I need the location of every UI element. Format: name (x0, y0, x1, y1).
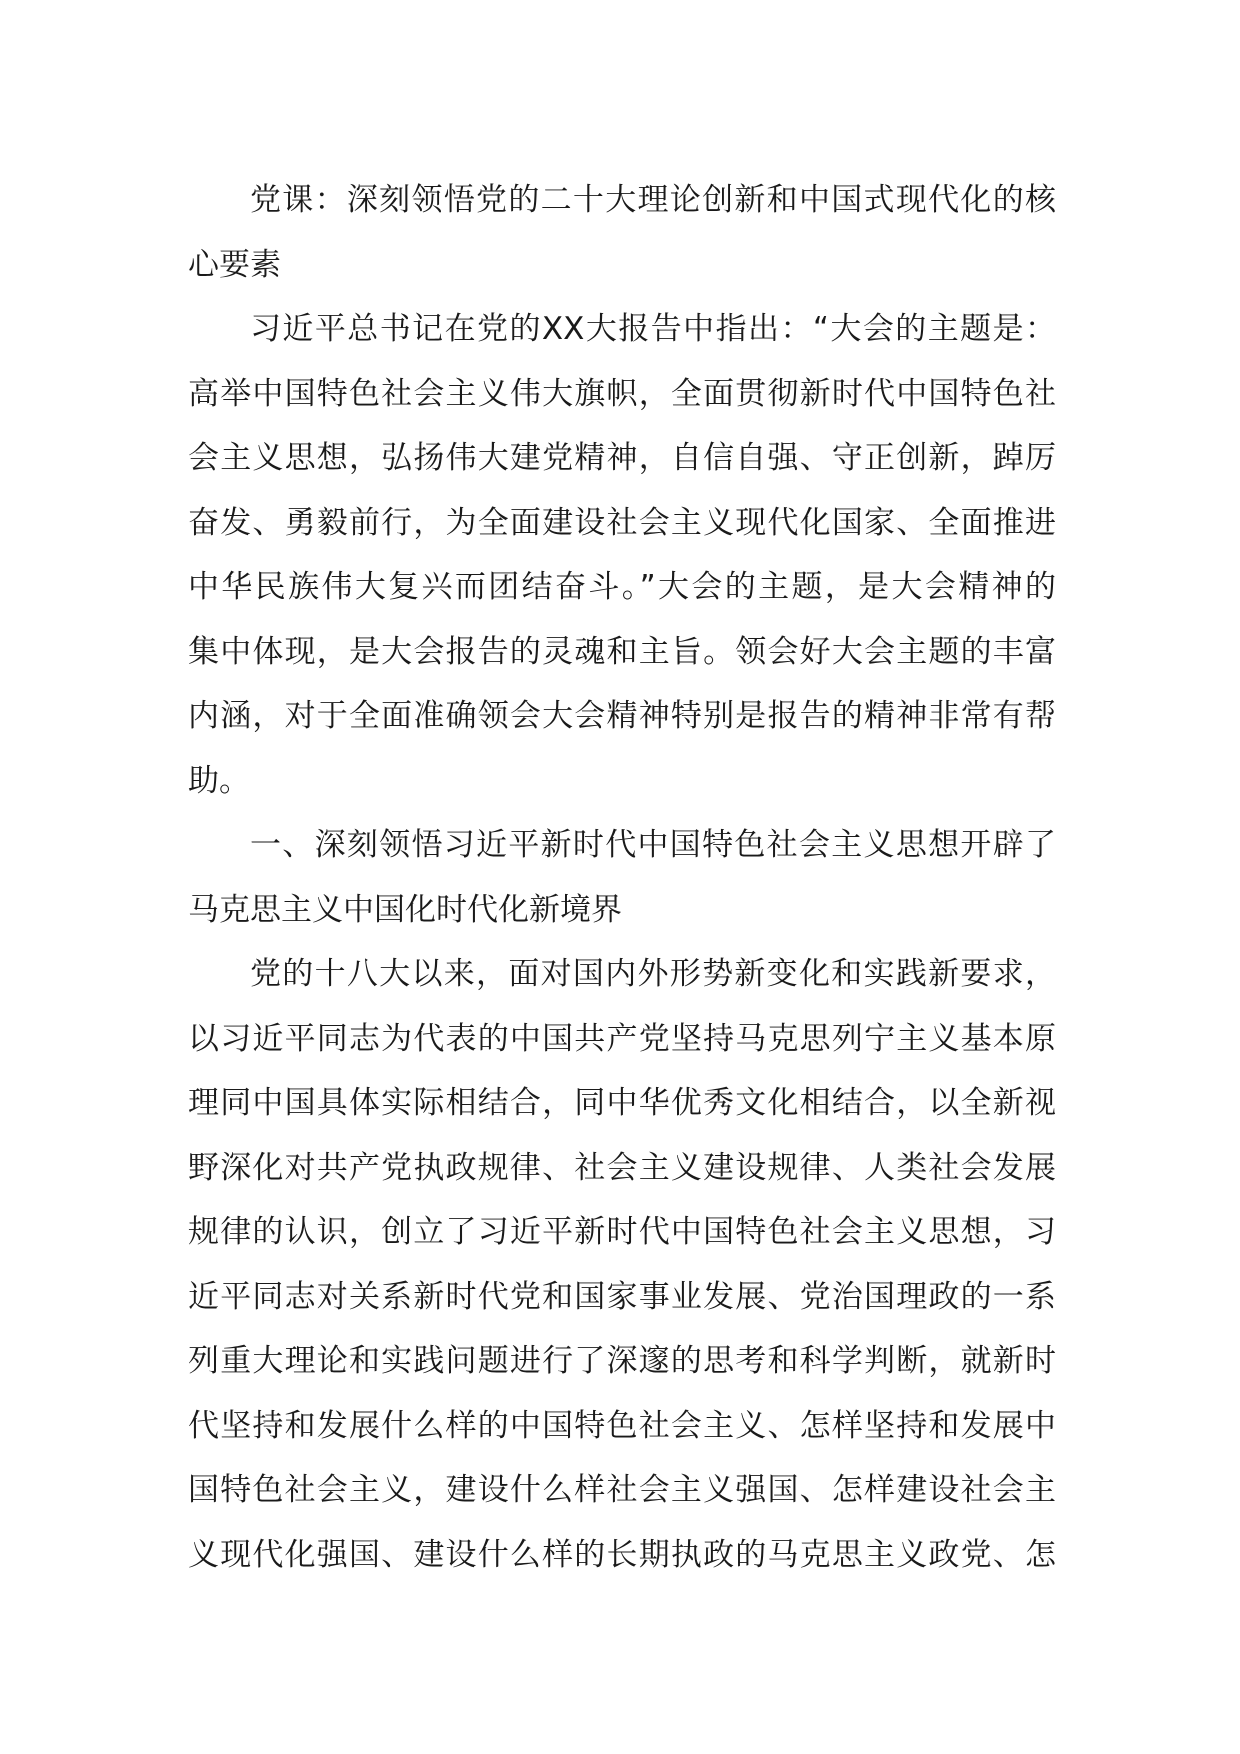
paragraph-line: 助。 (188, 762, 250, 799)
paragraph-section-one (188, 942, 1056, 1587)
paragraph-line: 内涵，对于全面准确领会大会精神特别是报告的精神非常有帮 (188, 698, 1056, 734)
paragraph-line: 党的十八大以来，面对国内外形势新变化和实践新要求， (250, 956, 1056, 992)
paragraph-line: 野深化对共产党执政规律、社会主义建设规律、人类社会发展 (188, 1149, 1056, 1186)
paragraph-line: 理同中国具体实际相结合，同中华优秀文化相结合，以全新视 (188, 1085, 1056, 1121)
heading-line: 马克思主义中国化时代化新境界 (188, 891, 622, 928)
paragraph-line: 会主义思想，弘扬伟大建党精神，自信自强、守正创新，踔厉 (188, 440, 1056, 476)
document-title (188, 168, 1056, 297)
heading-line: 一、深刻领悟习近平新时代中国特色社会主义思想开辟了 (250, 827, 1056, 863)
paragraph-line: 高举中国特色社会主义伟大旗帜，全面贯彻新时代中国特色社 (188, 375, 1056, 412)
paragraph-line: 集中体现，是大会报告的灵魂和主旨。领会好大会主题的丰富 (188, 633, 1056, 670)
paragraph-line: 中华民族伟大复兴而团结奋斗。”大会的主题，是大会精神的 (188, 569, 1056, 605)
paragraph-line: 义现代化强国、建设什么样的长期执政的马克思主义政党、怎 (188, 1536, 1056, 1573)
title-line: 心要素 (188, 246, 281, 283)
document-body (188, 168, 1056, 1587)
paragraph-line: 近平同志对关系新时代党和国家事业发展、党治国理政的一系 (188, 1278, 1056, 1315)
paragraph-line: 以习近平同志为代表的中国共产党坚持马克思列宁主义基本原 (188, 1020, 1056, 1057)
paragraph-line: 规律的认识，创立了习近平新时代中国特色社会主义思想，习 (188, 1214, 1056, 1250)
paragraph-line: 国特色社会主义，建设什么样社会主义强国、怎样建设社会主 (188, 1472, 1056, 1508)
section-heading (188, 813, 1056, 942)
paragraph-line: 列重大理论和实践问题进行了深邃的思考和科学判断，就新时 (188, 1343, 1056, 1379)
title-line: 党课：深刻领悟党的二十大理论创新和中国式现代化的核 (250, 182, 1056, 218)
paragraph-intro (188, 297, 1056, 813)
paragraph-line: 习近平总书记在党的XX大报告中指出：“大会的主题是： (250, 311, 1056, 347)
paragraph-line: 奋发、勇毅前行，为全面建设社会主义现代化国家、全面推进 (188, 504, 1056, 541)
paragraph-line: 代坚持和发展什么样的中国特色社会主义、怎样坚持和发展中 (188, 1407, 1056, 1444)
